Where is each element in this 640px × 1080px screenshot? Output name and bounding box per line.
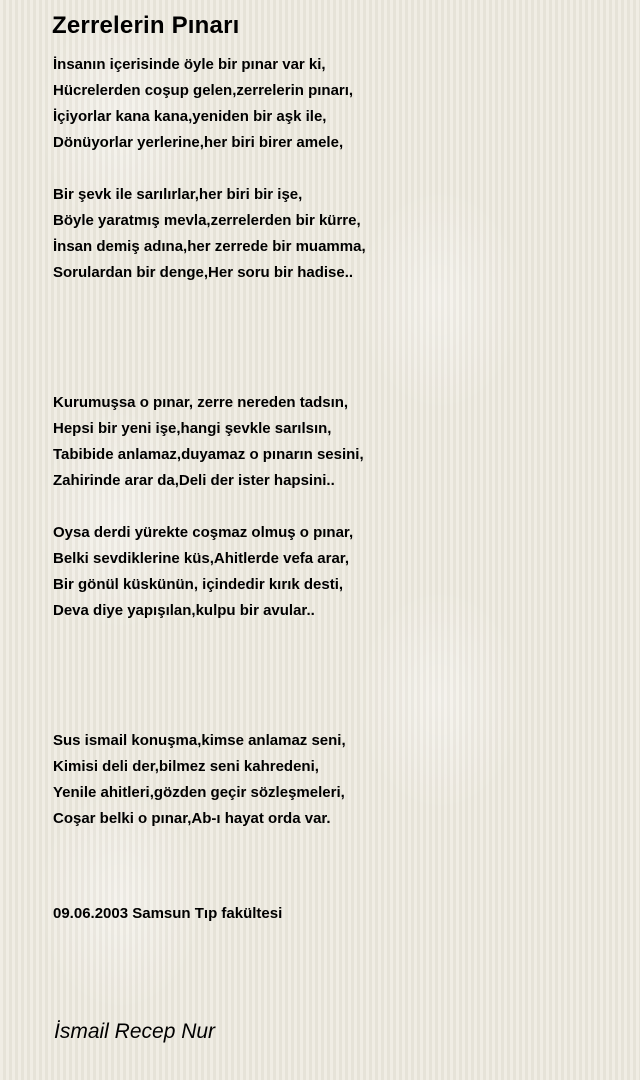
- stanza-5: [53, 728, 613, 832]
- poem-line: Bir gönül küskünün, içindedir kırık desti,: [53, 576, 344, 593]
- stanza-2: [53, 182, 613, 286]
- poem-line: Hücrelerden coşup gelen,zerrelerin pınarı,: [53, 82, 354, 99]
- poem-line: Dönüyorlar yerlerine,her biri birer amele,: [53, 134, 344, 151]
- poem-line: Yenile ahitleri,gözden geçir sözleşmeleri,: [53, 784, 345, 801]
- poem-line: İçiyorlar kana kana,yeniden bir aşk ile,: [53, 108, 327, 125]
- poem-line: Hepsi bir yeni işe,hangi şevkle sarılsın,: [53, 420, 332, 437]
- poem-line: Kurumuşsa o pınar, zerre nereden tadsın,: [53, 394, 349, 411]
- poem-line: Bir şevk ile sarılırlar,her biri bir işe,: [53, 186, 303, 203]
- poem-line: Kimisi deli der,bilmez seni kahredeni,: [53, 758, 319, 775]
- poem-line: Belki sevdiklerine küs,Ahitlerde vefa arar,: [53, 550, 349, 567]
- poem-line: İnsan demiş adına,her zerrede bir muamma,: [53, 238, 366, 255]
- stanza-1: [53, 52, 613, 156]
- poem-date-place: 09.06.2003 Samsun Tıp fakültesi: [53, 905, 283, 922]
- poem-body: [53, 52, 613, 832]
- poem-line: Deva diye yapışılan,kulpu bir avular..: [53, 602, 315, 619]
- poem-line: Sorulardan bir denge,Her soru bir hadise..: [53, 264, 354, 281]
- poem-line: Tabibide anlamaz,duyamaz o pınarın sesini,: [53, 446, 364, 463]
- poem-line: Sus ismail konuşma,kimse anlamaz seni,: [53, 732, 346, 749]
- poem-line: İnsanın içerisinde öyle bir pınar var ki,: [53, 56, 326, 73]
- poem-line: Coşar belki o pınar,Ab-ı hayat orda var.: [53, 810, 331, 827]
- poem-line: Böyle yaratmış mevla,zerrelerden bir kürre,: [53, 212, 361, 229]
- poem-title: Zerrelerin Pınarı: [52, 12, 240, 39]
- poem-line: Zahirinde arar da,Deli der ister hapsini..: [53, 472, 335, 489]
- poem-line: Oysa derdi yürekte coşmaz olmuş o pınar,: [53, 524, 354, 541]
- stanza-4: [53, 520, 613, 624]
- poem-author: İsmail Recep Nur: [54, 1020, 216, 1043]
- stanza-3: [53, 390, 613, 494]
